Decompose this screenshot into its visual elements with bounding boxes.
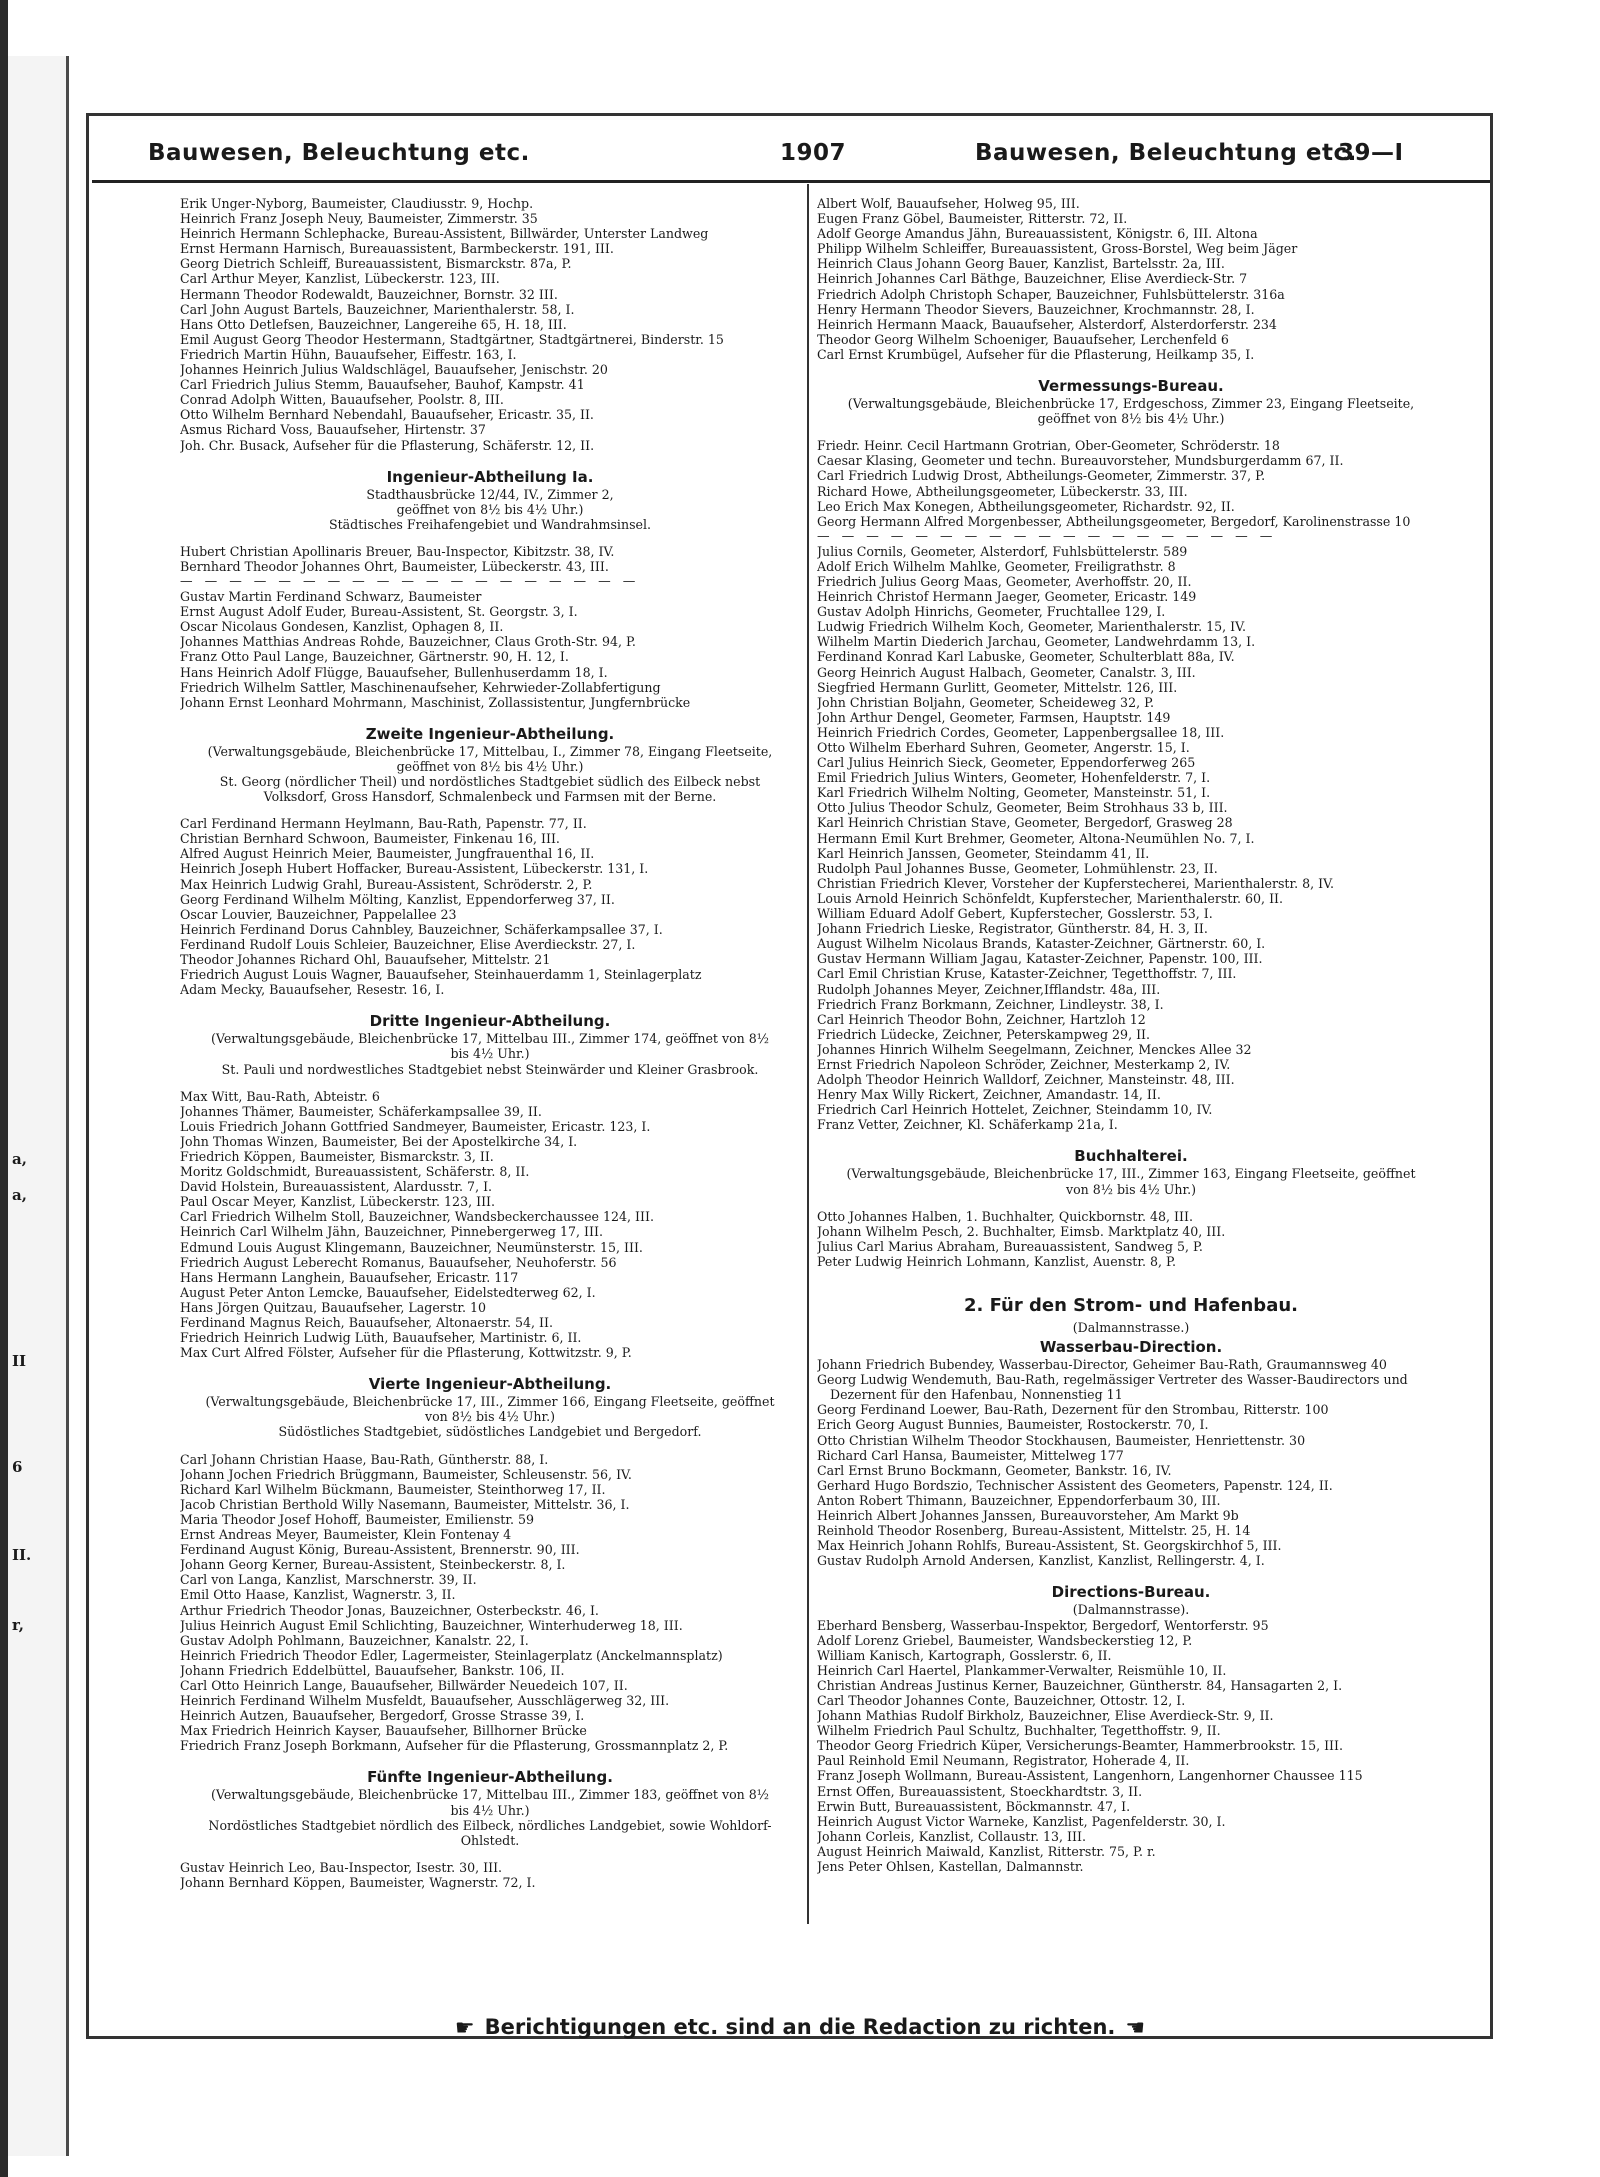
directory-entry: Louis Arnold Heinrich Schönfeldt, Kupferstecher, Marienthalerstr. 60, II. — [817, 890, 1284, 906]
directory-entry: David Holstein, Bureauassistent, Alardusstr. 7, I. — [180, 1179, 493, 1195]
section-note: St. Georg (nördlicher Theil) und nordöstliches Stadtgebiet südlich des Eilbeck nebst Volksdorf, Gross Hansdorf, Schmalenbeck und Farmsen mit der Berne. — [219, 774, 761, 805]
directory-entry: Heinrich August Victor Warneke, Kanzlist, Pagenfelderstr. 30, I. — [817, 1813, 1226, 1829]
directory-entry: Heinrich Hermann Schlephacke, Bureau-Assistent, Billwärder, Unterster Landweg — [180, 226, 709, 242]
directory-entry: Johannes Heinrich Julius Waldschlägel, Bauaufseher, Jenischstr. 20 — [180, 362, 608, 378]
directory-entry: Gustav Hermann William Jagau, Kataster-Zeichner, Papenstr. 100, III. — [817, 951, 1263, 967]
directory-entry: Richard Karl Wilhelm Bückmann, Baumeister, Steinthorweg 17, II. — [180, 1481, 606, 1497]
directory-entry: Eugen Franz Göbel, Baumeister, Ritterstr. 72, II. — [817, 211, 1128, 227]
directory-entry: Caesar Klasing, Geometer und techn. Bureauvorsteher, Mundsburgerdamm 67, II. — [817, 453, 1344, 469]
directory-entry: Max Heinrich Johann Rohlfs, Bureau-Assistent, St. Georgskirchhof 5, III. — [817, 1538, 1282, 1554]
section-note: Nordöstliches Stadtgebiet nördlich des Eilbeck, nördliches Landgebiet, sowie Wohldorf-Ohlstedt. — [208, 1817, 772, 1848]
directory-entry: Ferdinand Rudolf Louis Schleier, Bauzeichner, Elise Averdieckstr. 27, I. — [180, 936, 636, 952]
directory-entry: Adolf Erich Wilhelm Mahlke, Geometer, Freiligrathstr. 8 — [817, 558, 1176, 574]
directory-entry: Georg Heinrich August Halbach, Geometer, Canalstr. 3, III. — [817, 664, 1196, 680]
directory-entry: Heinrich Carl Haertel, Plankammer-Verwalter, Reismühle 10, II. — [817, 1662, 1227, 1678]
directory-entry: Johann Georg Kerner, Bureau-Assistent, Steinbeckerstr. 8, I. — [180, 1557, 566, 1573]
directory-entry: Adolf Lorenz Griebel, Baumeister, Wandsbeckerstieg 12, P. — [817, 1632, 1193, 1648]
directory-entry: Alfred August Heinrich Meier, Baumeister, Jungfrauenthal 16, II. — [180, 846, 595, 862]
directory-entry: Ferdinand Konrad Karl Labuske, Geometer, Schulterblatt 88a, IV. — [817, 649, 1235, 665]
directory-entry: Johann Friedrich Bubendey, Wasserbau-Director, Geheimer Bau-Rath, Graumannsweg 40 — [817, 1357, 1387, 1373]
directory-entry: Max Curt Alfred Fölster, Aufseher für die Pflasterung, Kottwitzstr. 9, P. — [180, 1345, 632, 1361]
spacer — [180, 453, 800, 465]
directory-entry: Johann Mathias Rudolf Birkholz, Bauzeichner, Elise Averdieck-Str. 9, II. — [817, 1708, 1274, 1724]
section-title: Vermessungs-Bureau. — [1038, 377, 1224, 396]
directory-entry: Friedrich Martin Hühn, Bauaufseher, Eiffestr. 163, I. — [180, 346, 517, 362]
directory-entry: Max Witt, Bau-Rath, Abteistr. 6 — [180, 1088, 380, 1104]
spacer — [180, 1848, 800, 1860]
directory-entry: Ludwig Friedrich Wilhelm Koch, Geometer, Marienthalerstr. 15, IV. — [817, 619, 1246, 635]
section-note: Städtisches Freihafengebiet und Wandrahmsinsel. — [328, 516, 652, 532]
directory-entry: Friedrich Carl Heinrich Hottelet, Zeichner, Steindamm 10, IV. — [817, 1102, 1213, 1118]
directory-entry: Gerhard Hugo Bordszio, Technischer Assistent des Geometers, Papenstr. 124, II. — [817, 1477, 1333, 1493]
directory-entry: Ferdinand Magnus Reich, Bauaufseher, Altonaerstr. 54, II. — [180, 1315, 553, 1330]
section-note: Südöstliches Stadtgebiet, südöstliches Landgebiet und Bergedorf. — [278, 1424, 702, 1440]
directory-entry: Carl Friedrich Ludwig Drost, Abtheilungs-Geometer, Zimmerstr. 37, P. — [817, 468, 1266, 484]
directory-entry: August Heinrich Maiwald, Kanzlist, Ritterstr. 75, P. r. — [817, 1843, 1156, 1859]
section-title: Directions-Bureau. — [1051, 1583, 1211, 1602]
previous-page-strip — [8, 56, 69, 2156]
directory-entry: Anton Robert Thimann, Bauzeichner, Eppendorferbaum 30, III. — [817, 1492, 1221, 1508]
directory-entry: Carl Arthur Meyer, Kanzlist, Lübeckerstr. 123, III. — [180, 271, 500, 287]
directory-entry: Otto Christian Wilhelm Theodor Stockhausen, Baumeister, Henriettenstr. 30 — [817, 1432, 1306, 1448]
directory-entry: Gustav Martin Ferdinand Schwarz, Baumeister — [180, 589, 482, 605]
directory-entry: Otto Wilhelm Eberhard Suhren, Geometer, Angerstr. 15, I. — [817, 740, 1190, 755]
directory-entry: Friedrich Köppen, Baumeister, Bismarckstr. 3, II. — [180, 1148, 494, 1164]
spacer — [817, 1197, 1445, 1209]
directory-entry: Carl Ernst Bruno Bockmann, Geometer, Bankstr. 16, IV. — [817, 1462, 1172, 1478]
directory-entry: Johann Friedrich Eddelbüttel, Bauaufseher, Bankstr. 106, II. — [180, 1662, 565, 1678]
directory-entry: Max Friedrich Heinrich Kayser, Bauaufseher, Billhorner Brücke — [180, 1723, 587, 1739]
directory-entry: Joh. Chr. Busack, Aufseher für die Pflasterung, Schäferstr. 12, II. — [180, 437, 595, 453]
directory-entry: Ernst Hermann Harnisch, Bureauassistent, Barmbeckerstr. 191, III. — [180, 241, 614, 257]
directory-entry: Wilhelm Friedrich Paul Schultz, Buchhalter, Tegetthoffstr. 9, II. — [817, 1723, 1221, 1739]
directory-entry: Ferdinand August König, Bureau-Assistent, Brennerstr. 90, III. — [180, 1542, 580, 1558]
spacer — [180, 1753, 800, 1765]
prev-page-fragment: II. — [12, 1546, 32, 1564]
dash-separator: — — — — — — — — — — — — — — — — — — — — [817, 527, 1277, 543]
page-header — [92, 126, 1490, 186]
directory-entry: Emil August Georg Theodor Hestermann, Stadtgärtner, Stadtgärtnerei, Binderstr. 15 — [180, 331, 724, 347]
directory-entry: Heinrich Franz Joseph Neuy, Baumeister, Zimmerstr. 35 — [180, 211, 538, 227]
directory-entry: Rudolph Johannes Meyer, Zeichner,Ifflandstr. 48a, III. — [817, 981, 1161, 997]
directory-entry: Oscar Nicolaus Gondesen, Kanzlist, Ophagen 8, II. — [180, 619, 504, 635]
directory-entry: Karl Friedrich Wilhelm Nolting, Geometer, Mansteinstr. 51, I. — [817, 785, 1211, 801]
footer-notice — [440, 2015, 1160, 2041]
section-title: Ingenieur-Abtheilung Ia. — [386, 467, 594, 486]
directory-entry: Gustav Adolph Pohlmann, Bauzeichner, Kanalstr. 22, I. — [180, 1632, 529, 1648]
section-title: Vierte Ingenieur-Abtheilung. — [368, 1375, 612, 1394]
directory-entry: Erwin Butt, Bureauassistent, Böckmannstr. 47, I. — [817, 1798, 1131, 1814]
section-note: (Verwaltungsgebäude, Bleichenbrücke 17, III., Zimmer 166, Eingang Fleetseite, geöffnet von 8½ bis 4½ Uhr.) — [205, 1394, 775, 1425]
directory-entry: Carl Ferdinand Hermann Heylmann, Bau-Rath, Papenstr. 77, II. — [180, 816, 587, 832]
directory-entry: Theodor Georg Friedrich Küper, Versicherungs-Beamter, Hammerbrookstr. 15, III. — [817, 1738, 1344, 1754]
spacer — [817, 1568, 1445, 1580]
dash-separator: — — — — — — — — — — — — — — — — — — — — [180, 573, 640, 589]
directory-entry: Carl Ernst Krumbügel, Aufseher für die Pflasterung, Heilkamp 35, I. — [817, 346, 1255, 362]
spacer — [180, 804, 800, 816]
directory-entry: Adam Mecky, Bauaufseher, Resestr. 16, I. — [180, 982, 445, 998]
directory-entry: Rudolph Paul Johannes Busse, Geometer, Lohmühlenstr. 23, II. — [817, 860, 1218, 876]
directory-entry: Johann Corleis, Kanzlist, Collaustr. 13, III. — [817, 1828, 1086, 1844]
directory-entry: Theodor Georg Wilhelm Schoeniger, Bauaufseher, Lerchenfeld 6 — [817, 331, 1229, 347]
directory-entry: Emil Otto Haase, Kanzlist, Wagnerstr. 3, II. — [180, 1587, 456, 1603]
prev-page-fragment: r, — [12, 1616, 25, 1634]
directory-entry: Friedrich Wilhelm Sattler, Maschinenaufseher, Kehrwieder-Zollabfertigung — [180, 679, 661, 695]
footer-notice-text: Berichtigungen etc. sind an die Redaction zu richten. — [484, 2015, 1116, 2039]
directory-entry: August Peter Anton Lemcke, Bauaufseher, Eidelstedterweg 62, I. — [180, 1284, 596, 1300]
directory-entry: Albert Wolf, Bauaufseher, Holweg 95, III. — [817, 196, 1080, 211]
directory-entry: John Christian Boljahn, Geometer, Scheideweg 32, P. — [817, 694, 1155, 710]
directory-entry: Friedrich Adolph Christoph Schaper, Bauzeichner, Fuhlsbüttelerstr. 316a — [817, 286, 1285, 302]
directory-entry: Ernst Andreas Meyer, Baumeister, Klein Fontenay 4 — [180, 1527, 512, 1543]
section-note: (Dalmannstrasse.) — [1072, 1320, 1190, 1335]
directory-entry: Conrad Adolph Witten, Bauaufseher, Poolstr. 8, III. — [180, 392, 504, 408]
directory-entry: Hans Heinrich Adolf Flügge, Bauaufseher, Bullenhuserdamm 18, I. — [180, 664, 608, 680]
directory-entry: Heinrich Friedrich Cordes, Geometer, Lappenbergsallee 18, III. — [817, 724, 1225, 740]
section-note: Stadthausbrücke 12/44, IV., Zimmer 2, — [366, 486, 614, 502]
prev-page-fragment: 6 — [12, 1458, 23, 1476]
directory-entry: Otto Wilhelm Bernhard Nebendahl, Bauaufseher, Ericastr. 35, II. — [180, 407, 594, 423]
directory-entry: Hermann Theodor Rodewaldt, Bauzeichner, Bornstr. 32 III. — [180, 286, 558, 302]
directory-entry: Jens Peter Ohlsen, Kastellan, Dalmannstr. — [817, 1859, 1084, 1874]
directory-entry: Louis Friedrich Johann Gottfried Sandmeyer, Baumeister, Ericastr. 123, I. — [180, 1118, 651, 1134]
directory-entry: Heinrich Autzen, Bauaufseher, Bergedorf, Grosse Strasse 39, I. — [180, 1708, 585, 1724]
directory-entry: Johann Wilhelm Pesch, 2. Buchhalter, Eimsb. Marktplatz 40, III. — [817, 1223, 1226, 1239]
directory-entry: Franz Vetter, Zeichner, Kl. Schäferkamp 21a, I. — [817, 1117, 1118, 1133]
directory-entry: Carl Otto Heinrich Lange, Bauaufseher, Billwärder Neuedeich 107, II. — [180, 1677, 628, 1693]
directory-entry: Heinrich Ferdinand Dorus Cahnbley, Bauzeichner, Schäferkampsallee 37, I. — [180, 921, 663, 937]
directory-entry: Heinrich Hermann Maack, Bauaufseher, Alsterdorf, Alsterdorferstr. 234 — [817, 316, 1277, 332]
directory-entry: Johann Ernst Leonhard Mohrmann, Maschinist, Zollassistentur, Jungfernbrücke — [180, 694, 691, 710]
directory-entry: Christian Andreas Justinus Kerner, Bauzeichner, Güntherstr. 84, Hansagarten 2, I. — [817, 1677, 1343, 1693]
directory-entry: Johannes Hinrich Wilhelm Seegelmann, Zeichner, Menckes Allee 32 — [817, 1041, 1252, 1057]
directory-entry: Hans Jörgen Quitzau, Bauaufseher, Lagerstr. 10 — [180, 1299, 487, 1315]
directory-entry: Edmund Louis August Klingemann, Bauzeichner, Neumünsterstr. 15, III. — [180, 1239, 643, 1255]
directory-entry: Erik Unger-Nyborg, Baumeister, Claudiusstr. 9, Hochp. — [180, 196, 534, 211]
directory-entry: Karl Heinrich Christian Stave, Geometer, Bergedorf, Grasweg 28 — [817, 815, 1233, 831]
directory-entry: Hermann Emil Kurt Brehmer, Geometer, Altona-Neumühlen No. 7, I. — [817, 830, 1255, 846]
spacer — [817, 1132, 1445, 1144]
directory-entry: Peter Ludwig Heinrich Lohmann, Kanzlist, Auenstr. 8, P. — [817, 1253, 1176, 1269]
directory-entry: Richard Carl Hansa, Baumeister, Mittelweg 177 — [817, 1447, 1124, 1463]
directory-entry: Gustav Rudolph Arnold Andersen, Kanzlist, Kanzlist, Rellingerstr. 4, I. — [817, 1553, 1265, 1569]
directory-entry: Arthur Friedrich Theodor Jonas, Bauzeichner, Osterbeckstr. 46, I. — [180, 1602, 599, 1618]
spacer — [180, 1360, 800, 1372]
section-title: Fünfte Ingenieur-Abtheilung. — [367, 1768, 613, 1787]
directory-entry: Heinrich Johannes Carl Bäthge, Bauzeichner, Elise Averdieck-Str. 7 — [817, 271, 1248, 287]
directory-entry: Erich Georg August Bunnies, Baumeister, Rostockerstr. 70, I. — [817, 1417, 1209, 1433]
directory-entry: Christian Bernhard Schwoon, Baumeister, Finkenau 16, III. — [180, 831, 560, 847]
directory-entry: Otto Julius Theodor Schulz, Geometer, Beim Strohhaus 33 b, III. — [817, 800, 1228, 816]
directory-entry: Carl Friedrich Wilhelm Stoll, Bauzeichner, Wandsbeckerchaussee 124, III. — [180, 1209, 654, 1225]
directory-entry: Otto Johannes Halben, 1. Buchhalter, Quickbornstr. 48, III. — [817, 1208, 1193, 1224]
directory-entry: Wilhelm Martin Diederich Jarchau, Geometer, Landwehrdamm 13, I. — [817, 634, 1256, 650]
directory-entry: Ernst August Adolf Euder, Bureau-Assistent, St. Georgstr. 3, I. — [180, 604, 578, 620]
directory-entry: Carl Julius Heinrich Sieck, Geometer, Eppendorferweg 265 — [817, 755, 1196, 771]
section-title: Wasserbau-Direction. — [1039, 1338, 1223, 1357]
directory-entry: Johann Jochen Friedrich Brüggmann, Baumeister, Schleusenstr. 56, IV. — [180, 1466, 632, 1482]
directory-entry: Heinrich Albert Johannes Janssen, Bureauvorsteher, Am Markt 9b — [817, 1508, 1239, 1524]
spacer — [180, 997, 800, 1009]
directory-entry: William Kanisch, Kartograph, Gosslerstr. 6, II. — [817, 1647, 1112, 1663]
directory-entry: Adolf George Amandus Jähn, Bureauassistent, Königstr. 6, III. Altona — [817, 226, 1258, 242]
directory-entry: Max Heinrich Ludwig Grahl, Bureau-Assistent, Schröderstr. 2, P. — [180, 876, 593, 892]
pointing-hand-left-icon: ☚ — [1125, 2015, 1146, 2041]
directory-entry: Carl Johann Christian Haase, Bau-Rath, Güntherstr. 88, I. — [180, 1451, 549, 1467]
section-note: (Verwaltungsgebäude, Bleichenbrücke 17, Mittelbau, I., Zimmer 78, Eingang Fleetseite, geöffnet von 8½ bis 4½ Uhr.) — [207, 743, 773, 774]
directory-entry: John Arthur Dengel, Geometer, Farmsen, Hauptstr. 149 — [817, 709, 1171, 725]
directory-entry: Heinrich Carl Wilhelm Jähn, Bauzeichner, Pinnebergerweg 17, III. — [180, 1224, 603, 1240]
directory-entry: Franz Otto Paul Lange, Bauzeichner, Gärtnerstr. 90, H. 12, I. — [180, 649, 569, 665]
directory-entry: Oscar Louvier, Bauzeichner, Pappelallee 23 — [180, 906, 457, 922]
directory-entry: Heinrich Joseph Hubert Hoffacker, Bureau-Assistent, Lübeckerstr. 131, I. — [180, 861, 649, 877]
directory-entry: Johann Bernhard Köppen, Baumeister, Wagnerstr. 72, I. — [180, 1874, 536, 1890]
pointing-hand-icon: ☛ — [454, 2015, 475, 2041]
directory-entry: Heinrich Christof Hermann Jaeger, Geometer, Ericastr. 149 — [817, 589, 1197, 605]
spacer — [817, 362, 1445, 374]
directory-entry: Heinrich Friedrich Theodor Edler, Lagermeister, Steinlagerplatz (Anckelmannsplatz) — [180, 1647, 723, 1663]
directory-entry: Philipp Wilhelm Schleiffer, Bureauassistent, Gross-Borstel, Weg beim Jäger — [817, 241, 1298, 257]
directory-entry: Paul Oscar Meyer, Kanzlist, Lübeckerstr. 123, III. — [180, 1194, 496, 1210]
directory-entry: Ernst Offen, Bureauassistent, Stoeckhardtstr. 3, II. — [817, 1783, 1143, 1799]
header-right-title: Bauwesen, Beleuchtung etc. — [975, 140, 1357, 166]
header-year: 1907 — [780, 140, 847, 166]
directory-entry: Heinrich Ferdinand Wilhelm Musfeldt, Bauaufseher, Ausschlägerweg 32, III. — [180, 1693, 670, 1709]
prev-page-fragment: II — [12, 1352, 27, 1370]
spacer — [180, 1077, 800, 1089]
major-section-title: 2. Für den Strom- und Hafenbau. — [964, 1295, 1298, 1316]
directory-entry: Friedrich Heinrich Ludwig Lüth, Bauaufseher, Martinistr. 6, II. — [180, 1330, 582, 1346]
header-left-title: Bauwesen, Beleuchtung etc. — [148, 140, 530, 166]
directory-entry: Christian Friedrich Klever, Vorsteher der Kupferstecherei, Marienthalerstr. 8, IV. — [817, 875, 1335, 891]
directory-entry: Carl Heinrich Theodor Bohn, Zeichner, Hartzloh 12 — [817, 1011, 1146, 1027]
directory-entry: Heinrich Claus Johann Georg Bauer, Kanzlist, Bartelsstr. 2a, III. — [817, 256, 1225, 272]
directory-entry: Georg Ferdinand Wilhelm Mölting, Kanzlist, Eppendorferweg 37, II. — [180, 891, 615, 907]
directory-entry: Jacob Christian Berthold Willy Nasemann, Baumeister, Mittelstr. 36, I. — [180, 1496, 630, 1512]
directory-entry: August Wilhelm Nicolaus Brands, Kataster-Zeichner, Gärtnerstr. 60, I. — [817, 936, 1266, 952]
spacer — [817, 1269, 1445, 1281]
directory-entry: Julius Cornils, Geometer, Alsterdorf, Fuhlsbüttelerstr. 589 — [817, 543, 1188, 559]
directory-entry: Henry Max Willy Rickert, Zeichner, Amandastr. 14, II. — [817, 1087, 1161, 1103]
directory-entry: William Eduard Adolf Gebert, Kupferstecher, Gosslerstr. 53, I. — [817, 906, 1213, 922]
directory-entry: Leo Erich Max Konegen, Abtheilungsgeometer, Richardstr. 92, II. — [817, 498, 1235, 514]
spacer — [817, 426, 1445, 438]
left-column — [180, 196, 800, 1916]
section-note: (Verwaltungsgebäude, Bleichenbrücke 17, Erdgeschoss, Zimmer 23, Eingang Fleetseite, geöffnet von 8½ bis 4½ Uhr.) — [847, 396, 1415, 427]
directory-entry: Johannes Matthias Andreas Rohde, Bauzeichner, Claus Groth-Str. 94, P. — [180, 634, 636, 650]
directory-entry: Friedrich Franz Joseph Borkmann, Aufseher für die Pflasterung, Grossmannplatz 2, P. — [180, 1738, 729, 1754]
directory-entry: Karl Heinrich Janssen, Geometer, Steindamm 41, II. — [817, 845, 1150, 861]
directory-entry: Hans Hermann Langhein, Bauaufseher, Ericastr. 117 — [180, 1269, 519, 1285]
directory-entry: Friedrich Lüdecke, Zeichner, Peterskampweg 29, II. — [817, 1026, 1151, 1042]
directory-entry: Theodor Johannes Richard Ohl, Bauaufseher, Mittelstr. 21 — [180, 952, 551, 968]
directory-entry: Hans Otto Detlefsen, Bauzeichner, Langereihe 65, H. 18, III. — [180, 316, 567, 332]
section-note: (Verwaltungsgebäude, Bleichenbrücke 17, Mittelbau III., Zimmer 174, geöffnet von 8½ bis 4½ Uhr.) — [210, 1031, 770, 1062]
section-note: (Dalmannstrasse). — [1072, 1602, 1190, 1618]
section-note: geöffnet von 8½ bis 4½ Uhr.) — [396, 501, 584, 517]
directory-entry: Richard Howe, Abtheilungsgeometer, Lübeckerstr. 33, III. — [817, 483, 1188, 499]
directory-entry: Asmus Richard Voss, Bauaufseher, Hirtenstr. 37 — [180, 422, 486, 438]
right-column — [817, 196, 1445, 1916]
directory-entry: Paul Reinhold Emil Neumann, Registrator, Hoherade 4, II. — [817, 1753, 1190, 1769]
directory-entry: Friedrich August Leberecht Romanus, Bauaufseher, Neuhoferstr. 56 — [180, 1254, 617, 1270]
spacer — [180, 532, 800, 544]
directory-entry: Gustav Heinrich Leo, Bau-Inspector, Isestr. 30, III. — [180, 1859, 503, 1875]
prev-page-fragment: a, — [12, 1186, 27, 1204]
directory-entry: Georg Ludwig Wendemuth, Bau-Rath, regelmässiger Vertreter des Wasser-Baudirectors und Dezernent für den Hafenbau, Nonnenstieg 11 — [817, 1372, 1408, 1403]
section-note: (Verwaltungsgebäude, Bleichenbrücke 17, Mittelbau III., Zimmer 183, geöffnet von 8½ bis 4½ Uhr.) — [210, 1787, 770, 1818]
section-title: Dritte Ingenieur-Abtheilung. — [369, 1012, 611, 1031]
directory-entry: Bernhard Theodor Johannes Ohrt, Baumeister, Lübeckerstr. 43, III. — [180, 558, 609, 574]
directory-entry: Emil Friedrich Julius Winters, Geometer, Hohenfelderstr. 7, I. — [817, 770, 1211, 786]
directory-entry: Adolph Theodor Heinrich Walldorf, Zeichner, Mansteinstr. 48, III. — [817, 1072, 1235, 1088]
directory-entry: Hubert Christian Apollinaris Breuer, Bau-Inspector, Kibitzstr. 38, IV. — [180, 543, 615, 559]
directory-entry: Reinhold Theodor Rosenberg, Bureau-Assistent, Mittelstr. 25, H. 14 — [817, 1523, 1251, 1539]
section-note: (Verwaltungsgebäude, Bleichenbrücke 17, III., Zimmer 163, Eingang Fleetseite, geöffnet von 8½ bis 4½ Uhr.) — [846, 1166, 1416, 1197]
directory-entry: Siegfried Hermann Gurlitt, Geometer, Mittelstr. 126, III. — [817, 679, 1178, 695]
directory-entry: John Thomas Winzen, Baumeister, Bei der Apostelkirche 34, I. — [180, 1133, 578, 1149]
column-divider — [807, 184, 809, 1924]
directory-entry: Friedr. Heinr. Cecil Hartmann Grotrian, Ober-Geometer, Schröderstr. 18 — [817, 438, 1280, 454]
spacer — [180, 710, 800, 722]
directory-entry: Ernst Friedrich Napoleon Schröder, Zeichner, Mesterkamp 2, IV. — [817, 1056, 1231, 1072]
section-note: St. Pauli und nordwestliches Stadtgebiet nebst Steinwärder und Kleiner Grasbrook. — [221, 1061, 759, 1077]
directory-entry: Maria Theodor Josef Hohoff, Baumeister, Emilienstr. 59 — [180, 1511, 535, 1527]
directory-entry: Friedrich August Louis Wagner, Bauaufseher, Steinhauerdamm 1, Steinlagerplatz — [180, 967, 702, 983]
directory-entry: Franz Joseph Wollmann, Bureau-Assistent, Langenhorn, Langenhorner Chaussee 115 — [817, 1768, 1363, 1784]
section-title: Buchhalterei. — [1074, 1147, 1188, 1166]
directory-entry: Carl John August Bartels, Bauzeichner, Marienthalerstr. 58, I. — [180, 301, 575, 317]
directory-entry: Georg Hermann Alfred Morgenbesser, Abtheilungsgeometer, Bergedorf, Karolinenstrasse 10 — [817, 513, 1411, 529]
directory-entry: Johann Friedrich Lieske, Registrator, Güntherstr. 84, H. 3, II. — [817, 921, 1208, 937]
directory-entry: Moritz Goldschmidt, Bureauassistent, Schäferstr. 8, II. — [180, 1164, 530, 1180]
directory-entry: Eberhard Bensberg, Wasserbau-Inspektor, Bergedorf, Wentorferstr. 95 — [817, 1617, 1269, 1633]
directory-entry: Friedrich Franz Borkmann, Zeichner, Lindleystr. 38, I. — [817, 996, 1164, 1012]
directory-entry: Julius Carl Marius Abraham, Bureauassistent, Sandweg 5, P. — [817, 1238, 1203, 1254]
directory-entry: Carl Theodor Johannes Conte, Bauzeichner, Ottostr. 12, I. — [817, 1692, 1186, 1708]
directory-entry: Georg Dietrich Schleiff, Bureauassistent, Bismarckstr. 87a, P. — [180, 256, 572, 272]
directory-entry: Gustav Adolph Hinrichs, Geometer, Fruchtallee 129, I. — [817, 604, 1166, 620]
directory-entry: Carl von Langa, Kanzlist, Marschnerstr. 39, II. — [180, 1572, 477, 1588]
spacer — [180, 1440, 800, 1452]
prev-page-fragment: a, — [12, 1150, 27, 1168]
directory-entry: Carl Friedrich Julius Stemm, Bauaufseher, Bauhof, Kampstr. 41 — [180, 377, 585, 393]
directory-entry: Carl Emil Christian Kruse, Kataster-Zeichner, Tegetthoffstr. 7, III. — [817, 966, 1237, 982]
page-number: 39—I — [1338, 140, 1404, 166]
scan-edge — [0, 0, 8, 2177]
directory-entry: Julius Heinrich August Emil Schlichting, Bauzeichner, Winterhuderweg 18, III. — [180, 1617, 683, 1633]
directory-entry: Friedrich Julius Georg Maas, Geometer, Averhoffstr. 20, II. — [817, 573, 1192, 589]
directory-entry: Henry Hermann Theodor Sievers, Bauzeichner, Krochmannstr. 28, I. — [817, 301, 1255, 317]
header-rule — [92, 180, 1490, 183]
directory-entry: Johannes Thämer, Baumeister, Schäferkampsallee 39, II. — [180, 1103, 542, 1119]
section-title: Zweite Ingenieur-Abtheilung. — [365, 724, 615, 743]
directory-entry: Georg Ferdinand Loewer, Bau-Rath, Dezernent für den Strombau, Ritterstr. 100 — [817, 1402, 1329, 1418]
